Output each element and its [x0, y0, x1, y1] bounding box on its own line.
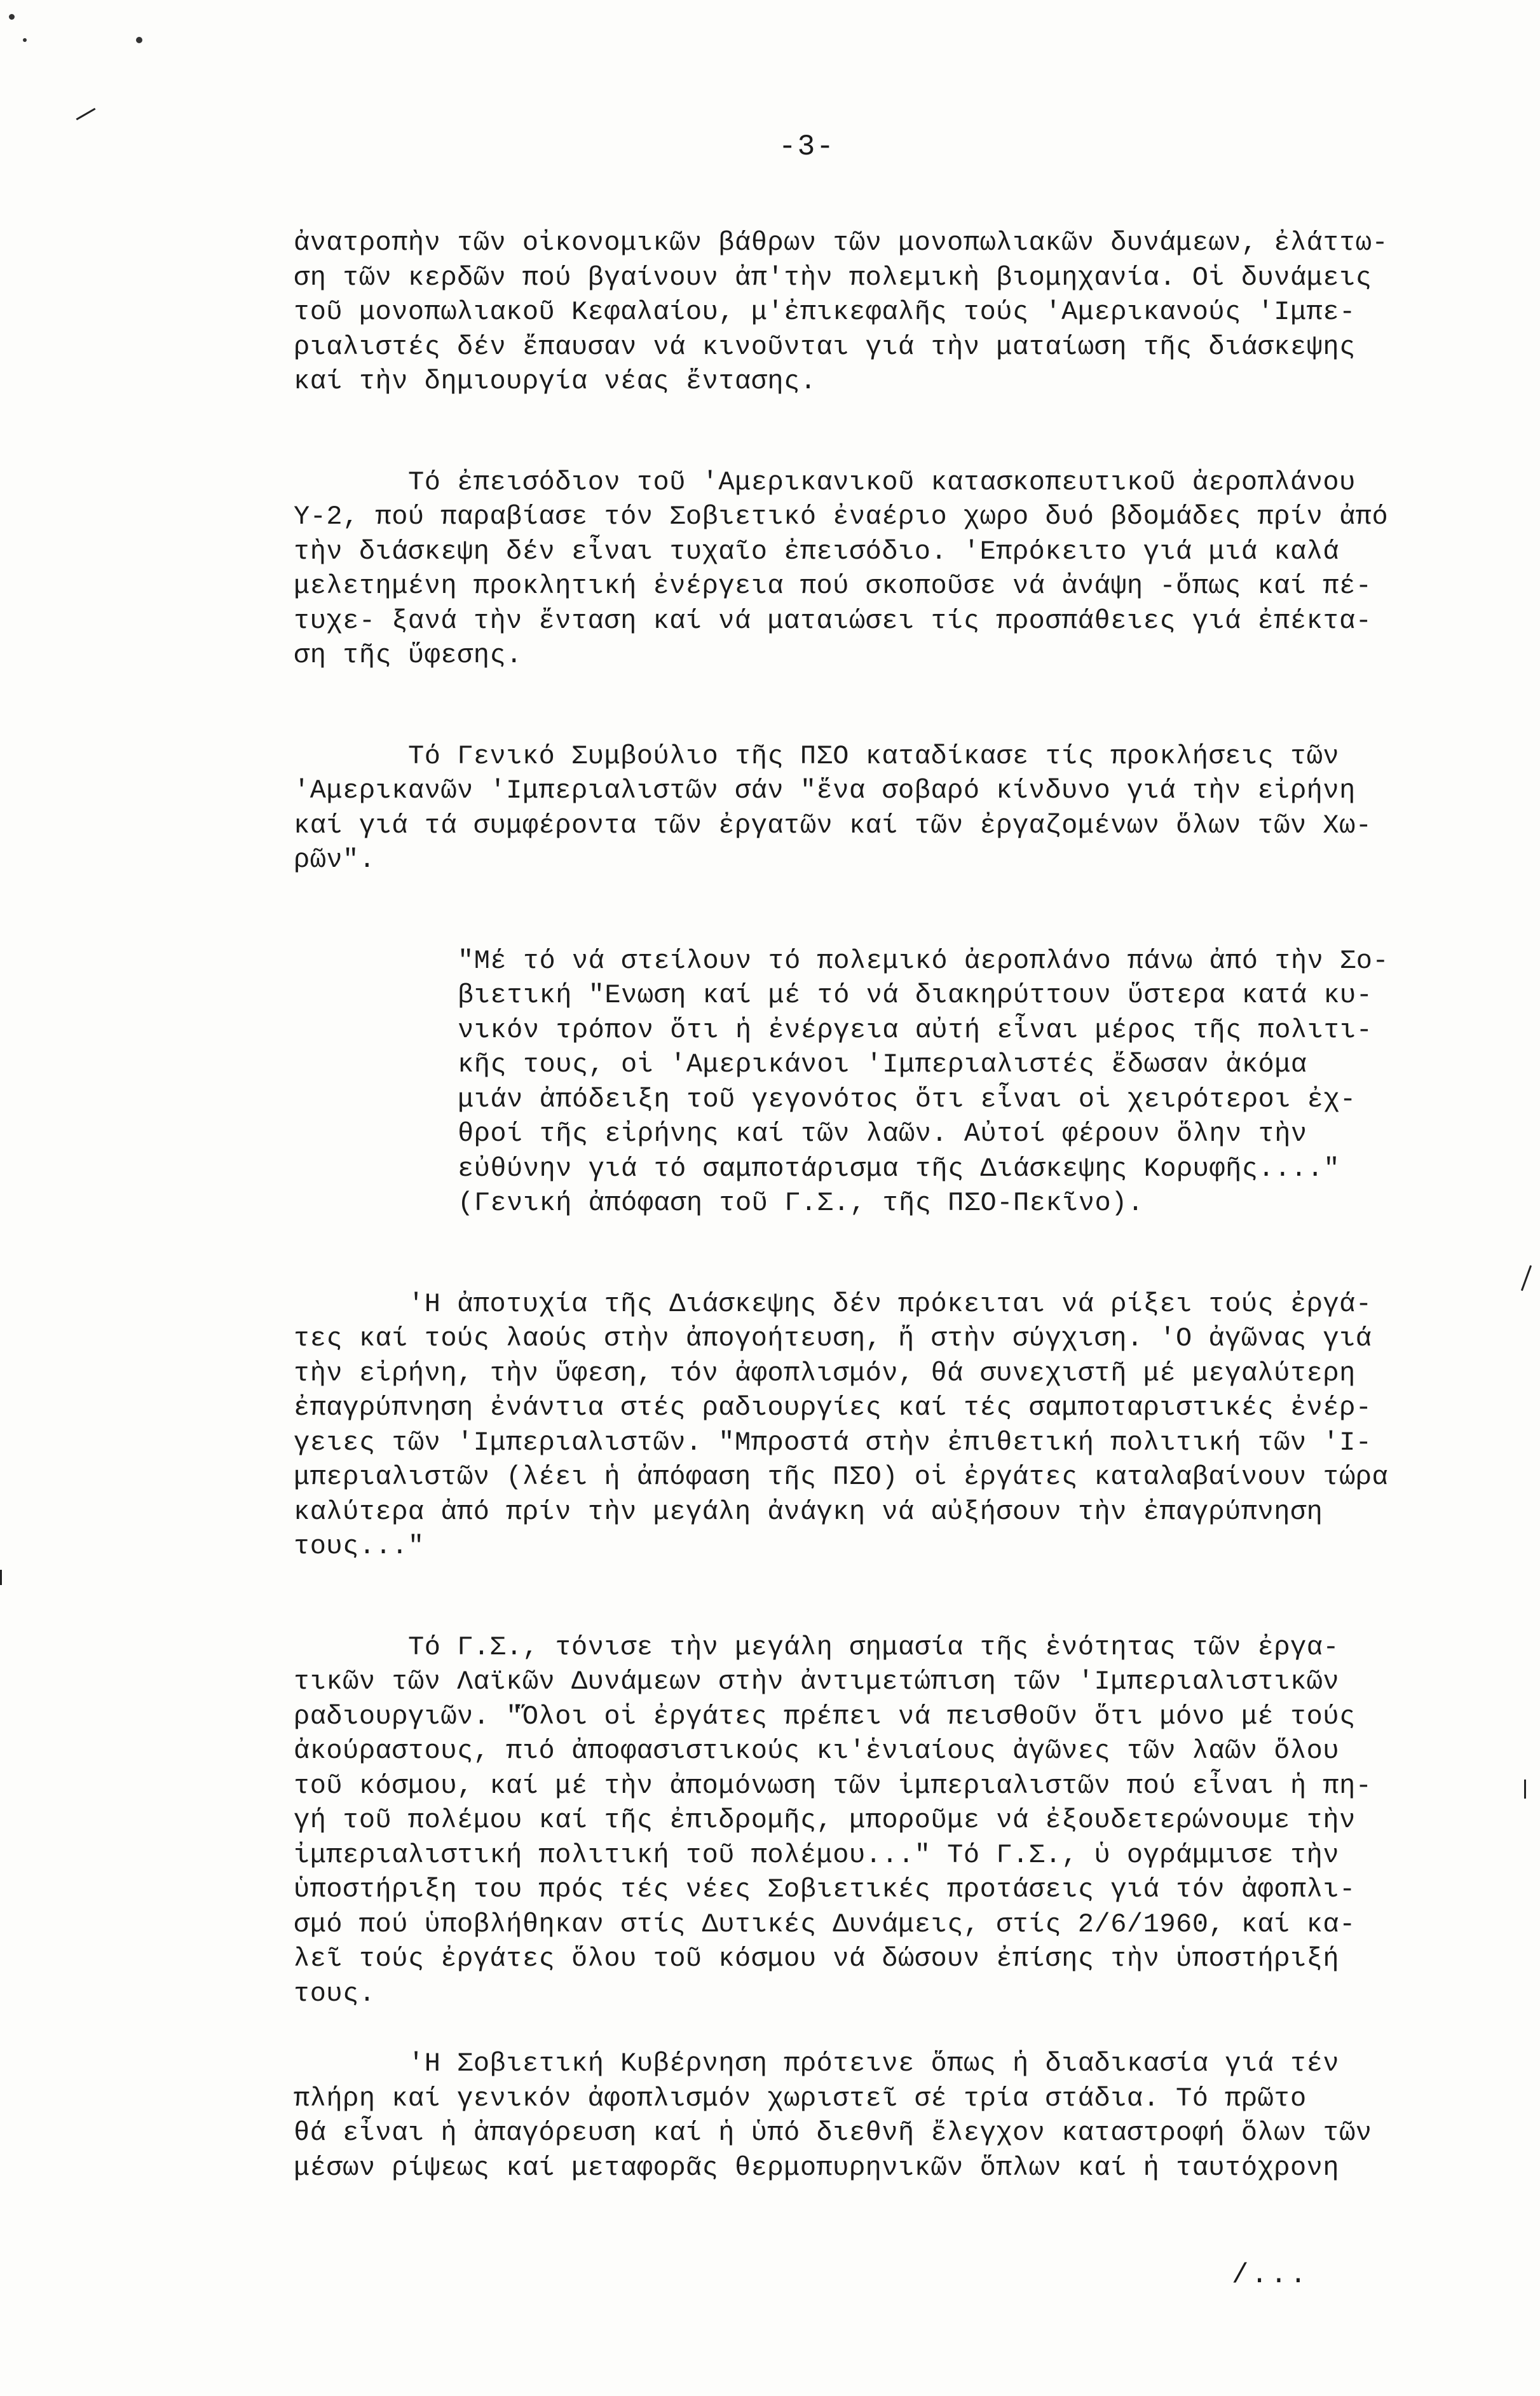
text-line: τοῦ κόσμου, καί μέ τὴν ἀπομόνωση τῶν ἰμπεριαλιστῶν πού εἶναι ἡ πη- [294, 1770, 1372, 1801]
text-line: Τό ἐπεισόδιον τοῦ 'Αμερικανικοῦ κατασκοπευτικοῦ ἀεροπλάνου [408, 466, 1356, 498]
text-line: κῆς τους, οἱ 'Αμερικάνοι 'Ιμπεριαλιστές ἔδωσαν ἀκόμα [458, 1049, 1307, 1080]
text-line: Υ-2, πού παραβίασε τόν Σοβιετικό ἐναέριο χωρο δυό βδομάδες πρίν ἀπό [294, 501, 1389, 532]
text-line: νικόν τρόπον ὅτι ἡ ἐνέργεια αὐτή εἶναι μέρος τῆς πολιτι- [458, 1014, 1373, 1045]
scan-mark [1524, 1780, 1526, 1799]
text-line: ση τῆς ὕφεσης. [294, 640, 522, 670]
text-line: ὑποστήριξη του πρός τές νέες Σοβιετικές προτάσεις γιά τόν ἀφοπλι- [294, 1874, 1356, 1905]
page-number: -3- [779, 130, 835, 163]
scan-mark [76, 108, 96, 121]
text-line: "Μέ τό νά στείλουν τό πολεμικό ἀεροπλάνο πάνω ἀπό τὴν Σο- [458, 945, 1389, 976]
text-line: Τό Γενικό Συμβούλιο τῆς ΠΣΟ καταδίκασε τίς προκλήσεις τῶν [408, 740, 1340, 772]
text-line: τικῶν τῶν Λαϊκῶν Δυνάμεων στὴν ἀντιμετώπιση τῶν 'Ιμπεριαλιστικῶν [294, 1666, 1340, 1697]
text-line: μπεριαλιστῶν (λέει ἡ ἀπόφαση τῆς ΠΣΟ) οἱ ἐργάτες καταλαβαίνουν τώρα [294, 1462, 1389, 1492]
quote-block [458, 944, 1419, 1221]
text-line: ἀκούραστους, πιό ἀποφασιστικούς κι'ἑνιαίους ἀγῶνες τῶν λαῶν ὅλου [294, 1736, 1340, 1766]
text-line: θροί τῆς εἰρήνης καί τῶν λαῶν. Αὐτοί φέρουν ὅλην τὴν [458, 1119, 1307, 1149]
scan-speck [9, 14, 15, 20]
text-line: γή τοῦ πολέμου καί τῆς ἐπιδρομῆς, μποροῦμε νά ἐξουδετερώνουμε τὴν [294, 1805, 1356, 1835]
text-line: ἐπαγρύπνηση ἐνάντια στές ραδιουργίες καί τές σαμποταριστικές ἐνέρ- [294, 1392, 1372, 1423]
paragraph-3 [294, 739, 1419, 878]
text-line: ἰμπεριαλιστική πολιτική τοῦ πολέμου..." Τό Γ.Σ., ὑ ογράμμισε τὴν [294, 1839, 1340, 1870]
text-line: τους. [294, 1978, 376, 2009]
text-line: βιετική "Ενωση καί μέ τό νά διακηρύττουν ὕστερα κατά κυ- [458, 980, 1373, 1011]
paragraph-5 [294, 1287, 1419, 1564]
text-line: μέσων ρίψεως καί μεταφορᾶς θερμοπυρηνικῶν ὅπλων καί ἡ ταυτόχρονη [294, 2152, 1340, 2183]
text-line: τες καί τούς λαούς στὴν ἀπογοήτευση, ἤ στὴν σύγχιση. 'Ο ἀγῶνας γιά [294, 1323, 1372, 1354]
text-line: σμό πού ὑποβλήθηκαν στίς Δυτικές Δυνάμεις, στίς 2/6/1960, καί κα- [294, 1909, 1356, 1940]
continuation-mark: /... [1232, 2259, 1309, 2291]
text-line: τυχε- ξανά τὴν ἔνταση καί νά ματαιώσει τίς προσπάθειες γιά ἐπέκτα- [294, 605, 1372, 636]
scan-speck [23, 38, 27, 42]
text-line: τοῦ μονοπωλιακοῦ Κεφαλαίου, μ'ἐπικεφαλῆς τούς 'Αμερικανούς 'Ιμπε- [294, 297, 1356, 327]
scan-speck [136, 37, 142, 43]
paragraph-1 [294, 226, 1419, 399]
text-line: ραδιουργιῶν. "Ὅλοι οἱ ἐργάτες πρέπει νά πεισθοῦν ὅτι μόνο μέ τούς [294, 1701, 1356, 1732]
text-line: 'Αμερικανῶν 'Ιμπεριαλιστῶν σάν "ἕνα σοβαρό κίνδυνο γιά τὴν εἰρήνη [294, 775, 1356, 806]
text-line: καί γιά τά συμφέροντα τῶν ἐργατῶν καί τῶν ἐργαζομένων ὅλων τῶν Χω- [294, 810, 1372, 841]
quote-citation: (Γενική ἀπόφαση τοῦ Γ.Σ., τῆς ΠΣΟ-Πεκῖνο). [458, 1188, 1144, 1218]
text-line: καλύτερα ἀπό πρίν τὴν μεγάλη ἀνάγκη νά αὐξήσουν τὴν ἐπαγρύπνηση [294, 1496, 1323, 1527]
text-line: μιάν ἀπόδειξη τοῦ γεγονότος ὅτι εἶναι οἱ χειρότεροι ἐχ- [458, 1084, 1356, 1115]
text-line: μελετημένη προκλητική ἐνέργεια πού σκοποῦσε νά ἀνάψη -ὅπως καί πέ- [294, 571, 1372, 601]
paragraph-2 [294, 465, 1419, 673]
text-line: Τό Γ.Σ., τόνισε τὴν μεγάλη σημασία τῆς ἑνότητας τῶν ἐργα- [408, 1631, 1340, 1663]
scan-mark [0, 1570, 2, 1585]
text-line: λεῖ τούς ἐργάτες ὅλου τοῦ κόσμου νά δώσουν ἐπίσης τὴν ὑποστήριξή [294, 1943, 1340, 1974]
text-line: 'Η Σοβιετική Κυβέρνηση πρότεινε ὅπως ἡ διαδικασία γιά τέν [408, 2048, 1340, 2079]
text-line: πλήρη καί γενικόν ἀφοπλισμόν χωριστεῖ σέ τρία στάδια. Τό πρῶτο [294, 2083, 1307, 2114]
text-line: εὐθύνην γιά τό σαμποτάρισμα τῆς Διάσκεψης Κορυφῆς...." [458, 1153, 1340, 1184]
document-body [294, 226, 1419, 2251]
text-line: ἀνατροπὴν τῶν οἰκονομικῶν βάθρων τῶν μονοπωλιακῶν δυνάμεων, ἐλάττω- [294, 228, 1389, 258]
text-line: 'Η ἀποτυχία τῆς Διάσκεψης δέν πρόκειται νά ρίξει τούς ἐργά- [408, 1288, 1372, 1319]
text-line: τὴν εἰρήνη, τὴν ὕφεση, τόν ἀφοπλισμόν, θά συνεχιστῆ μέ μεγαλύτερη [294, 1358, 1356, 1389]
text-line: καί τὴν δημιουργία νέας ἔντασης. [294, 366, 817, 397]
text-line: ριαλιστές δέν ἔπαυσαν νά κινοῦνται γιά τὴν ματαίωση τῆς διάσκεψης [294, 331, 1356, 362]
text-line: ση τῶν κερδῶν πού βγαίνουν ἀπ'τὴν πολεμικὴ βιομηχανία. Οἱ δυνάμεις [294, 262, 1372, 293]
text-line: τὴν διάσκεψη δέν εἶναι τυχαῖο ἐπεισόδιο. 'Επρόκειτο γιά μιά καλά [294, 536, 1340, 567]
text-line: ρῶν". [294, 845, 376, 875]
paragraph-7 [294, 2046, 1419, 2185]
paragraph-6 [294, 1630, 1419, 2011]
scan-mark [1521, 1265, 1532, 1291]
text-line: γειες τῶν 'Ιμπεριαλιστῶν. "Μπροστά στὴν ἐπιθετική πολιτική τῶν 'Ι- [294, 1427, 1372, 1458]
text-line: τους..." [294, 1531, 425, 1562]
text-line: θά εἶναι ἡ ἀπαγόρευση καί ἡ ὑπό διεθνῆ ἔλεγχον καταστροφή ὅλων τῶν [294, 2118, 1372, 2148]
